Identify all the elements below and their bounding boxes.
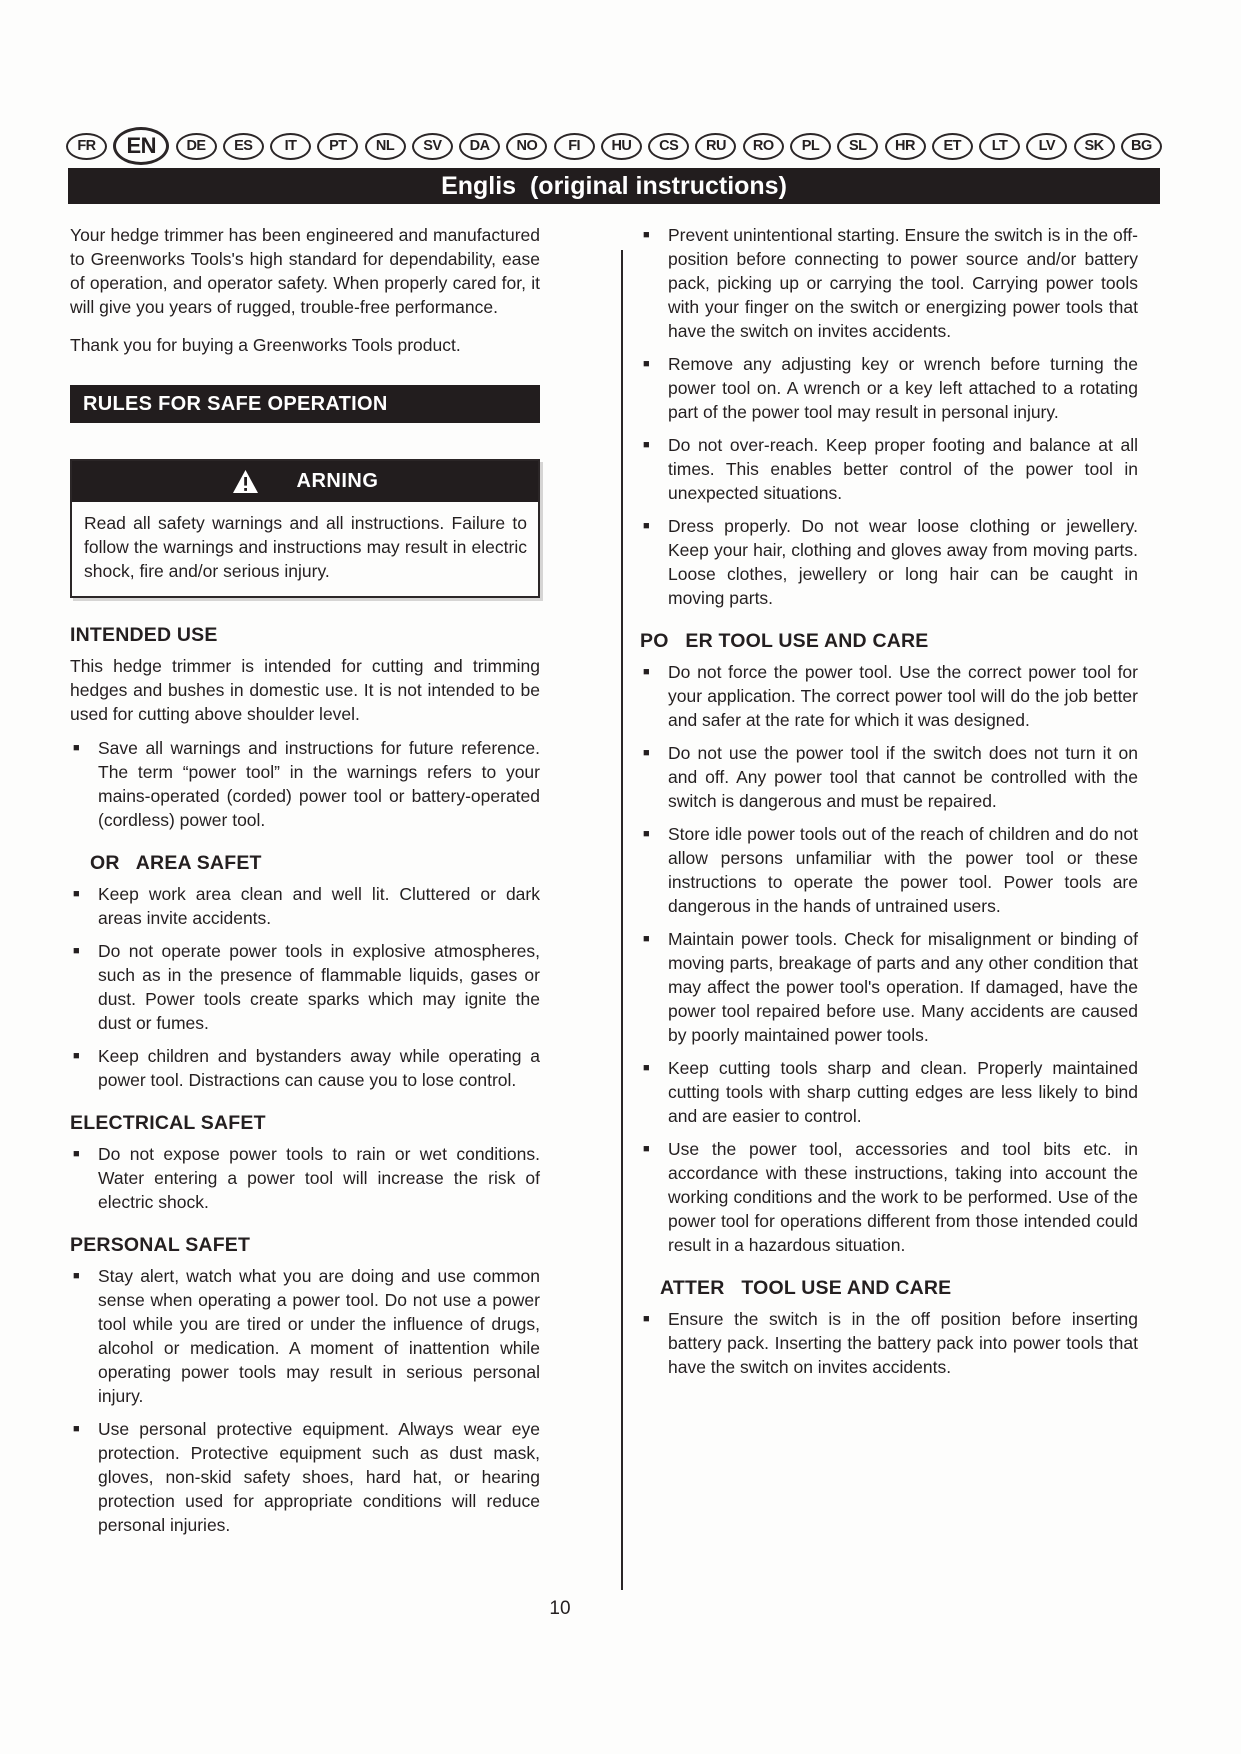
- list-item: [70, 1044, 540, 1092]
- language-badge-cs: CS: [648, 133, 689, 160]
- column-divider: [621, 250, 623, 1590]
- language-badge-da: DA: [459, 133, 500, 160]
- bullet-icon: ■: [73, 888, 80, 900]
- list-item-text: Do not use the power tool if the switch does not turn it on and off. Any power tool that cannot be controlled with the switch is dangerous and must be repaired.: [668, 743, 1138, 811]
- heading-power-tool-use-and-care: PO ER TOOL USE AND CARE: [640, 630, 929, 652]
- list-item: [70, 939, 540, 1035]
- language-badge-hu: HU: [601, 133, 642, 160]
- list-item: [640, 822, 1138, 918]
- list-item-text: Dress properly. Do not wear loose clothing or jewellery. Keep your hair, clothing and gloves away from moving parts. Loose clothes, jewellery or long hair can be caught in moving parts.: [668, 516, 1138, 608]
- language-badge-lv: LV: [1026, 133, 1067, 160]
- list-item: [640, 927, 1138, 1047]
- list-item: [640, 514, 1138, 610]
- bullet-icon: ■: [643, 439, 650, 451]
- bullet-icon: ■: [643, 1062, 650, 1074]
- warning-box: [70, 459, 540, 598]
- bullet-icon: ■: [643, 933, 650, 945]
- bullet-icon: ■: [643, 229, 650, 241]
- language-badge-bg: BG: [1121, 133, 1162, 160]
- page-number: 10: [549, 1598, 571, 1619]
- list-item: [640, 1137, 1138, 1257]
- language-badge-row: [66, 127, 1162, 165]
- language-badge-es: ES: [223, 133, 264, 160]
- heading-battery-tool-use-and-care: ATTER TOOL USE AND CARE: [660, 1277, 952, 1299]
- bullet-icon: ■: [643, 828, 650, 840]
- language-badge-fr: FR: [66, 133, 107, 160]
- bullet-icon: ■: [73, 742, 80, 754]
- intended-use-paragraph: This hedge trimmer is intended for cutting and trimming hedges and bushes in domestic use. It is not intended to be used for cutting above shoulder level.: [70, 656, 540, 724]
- list-item: [70, 882, 540, 930]
- list-item: [640, 223, 1138, 343]
- list-item-text: Do not operate power tools in explosive atmospheres, such as in the presence of flammable liquids, gases or dust. Power tools create sparks which may ignite the dust or fumes.: [98, 941, 540, 1033]
- list-item-text: Maintain power tools. Check for misalignment or binding of moving parts, breakage of parts and any other condition that may affect the power tool's operation. If damaged, have the power tool repaired before use. Many accidents are caused by poorly maintained power tools.: [668, 929, 1138, 1045]
- rules-section-heading: RULES FOR SAFE OPERATION: [70, 385, 540, 423]
- list-item-text: Save all warnings and instructions for future reference. The term “power tool” in the warnings refers to your mains-operated (corded) power tool or battery-operated (cordless) power tool.: [98, 738, 540, 830]
- language-badge-it: IT: [270, 133, 311, 160]
- list-item-text: Do not expose power tools to rain or wet conditions. Water entering a power tool will increase the risk of electric shock.: [98, 1144, 540, 1212]
- list-item-text: Do not over-reach. Keep proper footing and balance at all times. This enables better control of the power tool in unexpected situations.: [668, 435, 1138, 503]
- warning-header: [72, 461, 538, 502]
- list-item: [640, 1056, 1138, 1128]
- left-column: [70, 223, 540, 1546]
- language-badge-pl: PL: [790, 133, 831, 160]
- bullet-icon: ■: [73, 1148, 80, 1160]
- bullet-icon: ■: [73, 1423, 80, 1435]
- list-item: [70, 1417, 540, 1537]
- list-item-text: Ensure the switch is in the off position before inserting battery pack. Inserting the battery pack into power tools that have the switch on invites accidents.: [668, 1309, 1138, 1377]
- list-item: [70, 1264, 540, 1408]
- list-item-text: Stay alert, watch what you are doing and use common sense when operating a power tool. Do not use a power tool while you are tired or under the influence of drugs, alcohol or medication. A moment of inattention while operating power tools may result in serious personal injury.: [98, 1266, 540, 1406]
- language-badge-en-active: EN: [113, 127, 169, 165]
- heading-personal-safety: PERSONAL SAFET: [70, 1234, 251, 1256]
- language-badge-nl: NL: [365, 133, 406, 160]
- bullet-icon: ■: [643, 747, 650, 759]
- list-item: [640, 660, 1138, 732]
- list-item: [640, 1307, 1138, 1379]
- language-badge-pt: PT: [317, 133, 358, 160]
- bullet-icon: ■: [643, 520, 650, 532]
- list-item: [640, 433, 1138, 505]
- language-badge-et: ET: [932, 133, 973, 160]
- right-column: [640, 223, 1138, 1388]
- intro-paragraph: Your hedge trimmer has been engineered and manufactured to Greenworks Tools's high standard for dependability, ease of operation, and operator safety. When properly cared for, it will give you years of rugged, trouble-free performance.: [70, 225, 540, 317]
- list-item-text: Keep work area clean and well lit. Cluttered or dark areas invite accidents.: [98, 884, 540, 928]
- language-badge-hr: HR: [885, 133, 926, 160]
- language-badge-no: NO: [506, 133, 547, 160]
- list-item-text: Do not force the power tool. Use the correct power tool for your application. The correct power tool will do the job better and safer at the rate for which it was designed.: [668, 662, 1138, 730]
- page-title-bar: [68, 168, 1160, 204]
- language-badge-sk: SK: [1074, 133, 1115, 160]
- language-badge-ro: RO: [743, 133, 784, 160]
- list-item: [640, 352, 1138, 424]
- warning-triangle-icon: [232, 469, 259, 494]
- language-badge-sv: SV: [412, 133, 453, 160]
- list-item-text: Prevent unintentional starting. Ensure the switch is in the off-position before connecting to power source and/or battery pack, picking up or carrying the tool. Carrying power tools with your finger on the switch or energizing power tools that have the switch on invites accidents.: [668, 225, 1138, 341]
- list-item-text: Remove any adjusting key or wrench before turning the power tool on. A wrench or a key left attached to a rotating part of the power tool may result in personal injury.: [668, 354, 1138, 422]
- list-item-text: Keep children and bystanders away while operating a power tool. Distractions can cause you to lose control.: [98, 1046, 540, 1090]
- language-badge-ru: RU: [695, 133, 736, 160]
- page-title: Englis (original instructions): [441, 171, 787, 200]
- thanks-paragraph: Thank you for buying a Greenworks Tools product.: [70, 335, 461, 355]
- list-item: [70, 736, 540, 832]
- language-badge-sl: SL: [837, 133, 878, 160]
- heading-intended-use: INTENDED USE: [70, 624, 218, 646]
- bullet-icon: ■: [643, 1143, 650, 1155]
- bullet-icon: ■: [73, 945, 80, 957]
- warning-title: ARNING: [296, 470, 379, 492]
- bullet-icon: ■: [643, 358, 650, 370]
- list-item: [70, 1142, 540, 1214]
- warning-text: Read all safety warnings and all instructions. Failure to follow the warnings and instructions may result in electric shock, fire and/or serious injury.: [84, 513, 527, 581]
- list-item-text: Use personal protective equipment. Always wear eye protection. Protective equipment such as dust mask, gloves, non-skid safety shoes, hard hat, or hearing protection used for appropriate conditions will reduce personal injuries.: [98, 1419, 540, 1535]
- language-badge-de: DE: [176, 133, 217, 160]
- language-badge-lt: LT: [979, 133, 1020, 160]
- bullet-icon: ■: [73, 1050, 80, 1062]
- language-badge-fi: FI: [554, 133, 595, 160]
- bullet-icon: ■: [643, 666, 650, 678]
- list-item: [640, 741, 1138, 813]
- list-item-text: Use the power tool, accessories and tool bits etc. in accordance with these instructions, taking into account the working conditions and the work to be performed. Use of the power tool for operations different from those intended could result in a hazardous situation.: [668, 1139, 1138, 1255]
- list-item-text: Keep cutting tools sharp and clean. Properly maintained cutting tools with sharp cutting edges are less likely to bind and are easier to control.: [668, 1058, 1138, 1126]
- bullet-icon: ■: [73, 1270, 80, 1282]
- heading-electrical-safety: ELECTRICAL SAFET: [70, 1112, 266, 1134]
- list-item-text: Store idle power tools out of the reach of children and do not allow persons unfamiliar with the power tool or these instructions to operate the power tool. Power tools are dangerous in the hands of untrained users.: [668, 824, 1138, 916]
- bullet-icon: ■: [643, 1313, 650, 1325]
- heading-work-area-safety: OR AREA SAFET: [90, 852, 262, 874]
